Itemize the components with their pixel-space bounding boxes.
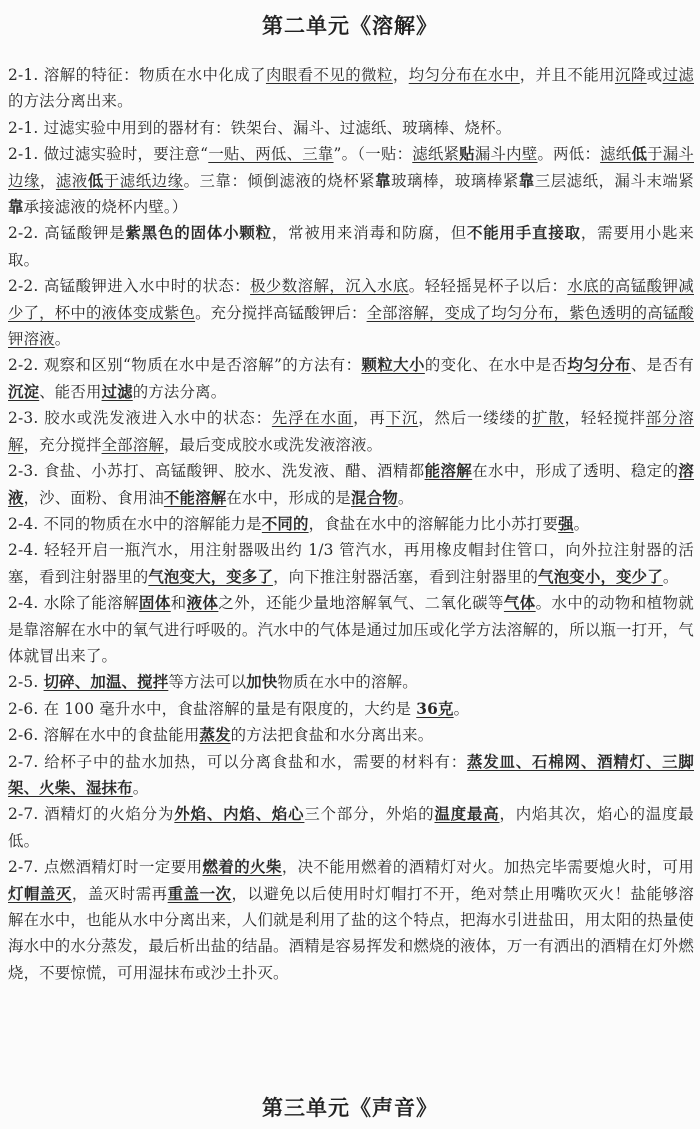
note-paragraph — [8, 352, 694, 405]
emphasized-text: 36克 — [416, 699, 454, 718]
unit-2-title: 第二单元《溶解》 — [262, 14, 438, 38]
text-run: 。充分搅拌高锰酸钾后： — [195, 303, 367, 322]
text-run: 的方法分离出来。 — [8, 92, 133, 111]
emphasized-text: 蒸发皿、石棉网、酒精灯、三脚架、火柴、湿抹布 — [8, 752, 694, 797]
emphasized-text: 先浮在水面 — [271, 409, 354, 428]
note-paragraph — [8, 141, 694, 220]
unit-3-title: 第三单元《声音》 — [262, 1096, 438, 1120]
text-run: 2-7. 酒精灯的火焰分为 — [8, 805, 175, 824]
emphasized-text: 燃着的火柴 — [202, 858, 282, 877]
emphasized-text: 靠 — [8, 198, 24, 217]
emphasized-text: 蒸发 — [199, 726, 231, 745]
emphasized-text: 极少数溶解，沉入水底 — [250, 277, 409, 296]
emphasized-text: 能溶解 — [424, 462, 473, 481]
emphasized-text: 靠 — [375, 171, 392, 190]
text-run: 物质在水中的溶解。 — [277, 673, 418, 692]
text-run: 2-7. 给杯子中的盐水加热，可以分离食盐和水，需要的材料有： — [8, 752, 468, 771]
emphasized-text: 于漏斗边缘 — [8, 145, 694, 190]
text-run: 。两低： — [537, 145, 601, 164]
emphasized-text: 于滤纸边缘 — [103, 171, 184, 190]
emphasized-text: 不能溶解 — [163, 488, 227, 507]
emphasized-text: 液体 — [186, 594, 219, 613]
emphasized-text: 肉眼看不见的微粒 — [265, 66, 393, 84]
text-run: 2-7. 点燃酒精灯时一定要用 — [8, 858, 203, 877]
note-paragraph — [8, 458, 694, 511]
text-run: ，充分搅拌 — [23, 435, 102, 454]
text-run: ，需要用小匙来取。 — [8, 224, 694, 269]
text-run: 2-2. 观察和区别“物质在水中是否溶解”的方法有： — [8, 356, 362, 375]
text-run: 。水中的动物和植物就是靠溶解在水中的氧气进行呼吸的。汽水中的气体是通过加压或化学方法溶解的，所以瓶一打开，气体就冒出来了。 — [8, 594, 694, 665]
note-paragraph — [8, 537, 694, 590]
notes-body — [8, 62, 694, 986]
text-run: ”。（一贴： — [333, 145, 413, 164]
text-run: 的方法把食盐和水分离出来。 — [230, 726, 434, 745]
emphasized-text: 沉降 — [614, 66, 647, 84]
emphasized-text: 均匀分布在水中 — [408, 66, 520, 84]
text-run: 、是否有 — [630, 356, 694, 375]
emphasized-text: 外焰、内焰、焰心 — [174, 805, 305, 824]
text-run: ，决不能用燃着的酒精灯对火。加热完毕需要熄火时，可用 — [281, 858, 694, 877]
emphasized-text: 紫黑色的固体小颗粒 — [125, 224, 272, 243]
emphasized-text: 重盖一次 — [167, 884, 232, 903]
text-run: 和 — [170, 594, 187, 613]
text-run: 2-3. 食盐、小苏打、高锰酸钾、胶水、洗发液、醋、酒精都 — [8, 462, 425, 481]
text-run: 。 — [453, 699, 470, 718]
text-run: 2-1. 做过滤实验时，要注意“ — [8, 145, 209, 164]
text-run: 的方法分离。 — [132, 382, 227, 401]
text-run: ，再 — [353, 409, 386, 428]
text-run: 。 — [573, 514, 590, 533]
emphasized-text: 过滤 — [101, 382, 133, 401]
text-run: 。 — [662, 567, 679, 586]
emphasized-text: 气泡变大，变多了 — [148, 567, 274, 586]
text-run: ，盖灭时需再 — [71, 884, 168, 903]
emphasized-text: 不能用手直接取 — [467, 224, 581, 243]
emphasized-text: 水底的高锰酸钾减少了，杯中的液体变成紫色 — [8, 277, 694, 322]
text-run: ，向下推注射器活塞，看到注射器里的 — [273, 567, 539, 586]
emphasized-text: 沉淀 — [8, 382, 40, 401]
emphasized-text: 混合物 — [351, 488, 398, 507]
text-run: 2-6. 溶解在水中的食盐能用 — [8, 726, 200, 745]
text-run: 。轻轻摇晃杯子以后： — [408, 277, 568, 296]
note-paragraph — [8, 854, 694, 986]
emphasized-text: 低 — [87, 171, 104, 190]
text-run: 的变化、在水中是否 — [424, 356, 568, 375]
emphasized-text: 加快 — [246, 673, 278, 692]
text-run: ，然后一缕缕的 — [418, 409, 533, 428]
emphasized-text: 均匀分布 — [567, 356, 631, 375]
text-run: 2-1. 溶解的特征：物质在水中化成了 — [8, 66, 266, 84]
text-run: ， — [39, 171, 56, 190]
text-run: 。 — [132, 778, 149, 797]
emphasized-text: 漏斗内壁 — [474, 145, 538, 164]
text-run: 在水中，形成的是 — [226, 488, 352, 507]
emphasized-text: 扩散 — [532, 409, 565, 428]
emphasized-text: 不同的 — [261, 514, 309, 533]
text-run: 。三靠：倾倒滤液的烧杯紧 — [183, 171, 376, 190]
emphasized-text: 强 — [558, 514, 574, 533]
emphasized-text: 靠 — [518, 171, 535, 190]
note-paragraph — [8, 511, 694, 537]
text-run: 三个部分，外焰的 — [304, 805, 435, 824]
emphasized-text: 温度最高 — [434, 805, 500, 824]
text-run: 等方法可以 — [168, 673, 247, 692]
text-run: ，常被用来消毒和防腐，但 — [271, 224, 468, 243]
note-paragraph — [8, 405, 694, 458]
text-run: 2-6. 在 100 毫升水中，食盐溶解的量是有限度的，大约是 — [8, 699, 417, 718]
note-paragraph — [8, 273, 694, 352]
text-run: 2-2. 高锰酸钾是 — [8, 224, 126, 243]
emphasized-text: 溶液 — [8, 462, 694, 507]
text-run: ， — [392, 66, 409, 84]
text-run: 三层滤纸，漏斗末端紧 — [534, 171, 694, 190]
emphasized-text: 过滤 — [662, 66, 695, 84]
emphasized-text: 滤液 — [55, 171, 88, 190]
emphasized-text: 颗粒大小 — [361, 356, 425, 375]
emphasized-text: 部分溶解 — [8, 409, 694, 454]
text-run: 2-3. 胶水或洗发液进入水中的状态： — [8, 409, 272, 428]
text-run: ，最后变成胶水或洗发液溶液。 — [163, 435, 383, 454]
emphasized-text: 贴 — [459, 145, 475, 164]
note-paragraph — [8, 749, 694, 802]
note-paragraph — [8, 115, 694, 141]
note-paragraph — [8, 590, 694, 669]
text-run: 或 — [646, 66, 663, 84]
note-paragraph — [8, 220, 694, 273]
text-run: 玻璃棒，玻璃棒紧 — [391, 171, 519, 190]
emphasized-text: 一贴、两低、三靠 — [208, 145, 334, 164]
note-paragraph — [8, 62, 694, 115]
text-run: ，以避免以后使用时灯帽打不开，绝对禁止用嘴吹灭火！盐能够溶解在水中，也能从水中分离出来，人们就是利用了盐的这个特点，把海水引进盐田，用太阳的热量使海水中的水分蒸发，最后析出盐的结晶。酒精是容易挥发和燃烧的液体，万一有洒出的酒精在灯外燃烧，不要惊慌，可用湿抹布或沙土扑灭。 — [8, 884, 695, 982]
emphasized-text: 固体 — [139, 594, 171, 613]
text-run: 2-4. 水除了能溶解 — [8, 594, 140, 613]
emphasized-text: 滤纸紧 — [412, 145, 460, 164]
emphasized-text: 全部溶解 — [101, 435, 164, 454]
text-run: 承接滤液的烧杯内壁。） — [23, 198, 188, 217]
text-run: ，轻轻搅拌 — [564, 409, 646, 428]
text-run: ，食盐在水中的溶解能力比小苏打要 — [308, 514, 559, 533]
note-paragraph — [8, 801, 694, 854]
emphasized-text: 低 — [631, 145, 648, 164]
emphasized-text: 气体 — [503, 594, 536, 613]
text-run: 在水中，形成了透明、稳定的 — [472, 462, 679, 481]
note-paragraph — [8, 722, 694, 748]
text-run: 。 — [397, 488, 414, 507]
text-run: 2-5. — [8, 673, 44, 692]
text-run: ，并且不能用 — [519, 66, 615, 84]
text-run: 、能否用 — [39, 382, 102, 401]
emphasized-text: 切碎、加温、搅拌 — [43, 673, 169, 692]
emphasized-text: 全部溶解，变成了均匀分布，紫色透明的高锰酸钾溶液 — [8, 303, 694, 349]
note-paragraph — [8, 696, 694, 722]
emphasized-text: 灯帽盖灭 — [8, 884, 72, 903]
emphasized-text: 下沉 — [385, 409, 419, 428]
emphasized-text: 气泡变小，变少了 — [538, 567, 663, 586]
text-run: 2-4. 不同的物质在水中的溶解能力是 — [8, 514, 262, 533]
text-run: ，内焰其次，焰心的温度最低。 — [8, 805, 694, 850]
note-paragraph — [8, 669, 694, 695]
text-run: 。 — [54, 330, 71, 349]
emphasized-text: 滤纸 — [600, 145, 632, 164]
text-run: 之外，还能少量地溶解氧气、二氧化碳等 — [218, 594, 504, 613]
text-run: 2-4. 轻轻开启一瓶汽水，用注射器吸出约 1/3 管汽水，再用橡皮帽封住管口，向外拉注射器的活塞，看到注射器里的 — [8, 541, 694, 586]
text-run: 2-1. 过滤实验中用到的器材有：铁架台、漏斗、过滤纸、玻璃棒、烧杯。 — [8, 118, 512, 137]
text-run: ，沙、面粉、食用油 — [23, 488, 164, 507]
text-run: 2-2. 高锰酸钾进入水中时的状态： — [8, 277, 251, 296]
